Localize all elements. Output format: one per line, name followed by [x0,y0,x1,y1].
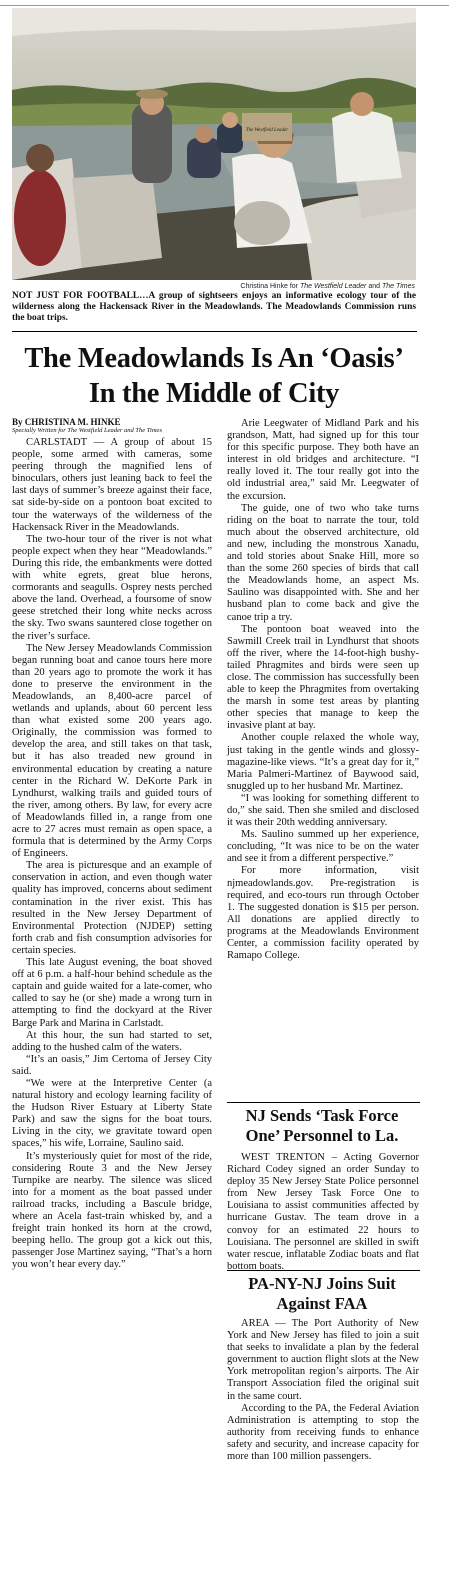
paragraph: “We were at the Interpretive Center (a natural history and ecology learning facility of the Hudson River Estuary at Liberty State Park) and saw the signs for the boat tours. Living in the city, we gravitate toward open spaces,” his wife, Lorraine, Saulino said. [12,1077,212,1150]
story-divider [227,1270,420,1271]
story2-body [227,1152,419,1273]
byline: By CHRISTINA M. HINKE [12,417,121,427]
paragraph: For more information, visit njmeadowlands.gov. Pre-registration is required, and eco-tours run through October 1. The suggested donation is $15 per person. All donations are applied directly to programs at the Meadowlands Environment Center, a commission facility operated by Ramapo College. [227,865,419,962]
paragraph: The guide, one of two who take turns riding on the boat to narrate the tour, told much about the observed architecture, old and new, including the monstrous Xanadu, and told stories about Snake Hill, more so than the some 260 species of birds that call the Meadowlands home, an aspect Ms. Saulino was disappointed with. She and her husband plan to come back and give the canoe trip a try. [227,502,419,623]
paragraph: Ms. Saulino summed up her experience, concluding, “It was nice to be on the water and see it from a different perspective.” [227,829,419,865]
paragraph: The pontoon boat weaved into the Sawmill Creek trail in Lyndhurst that shoots off the river, where the 14-foot-high bushy-tailed Phragmites and birds were seen up close. The commission has successfully been able to keep the Phragmites from overtaking the marsh in some test areas by planting other species that manage to keep the invasive plant at bay. [227,623,419,732]
boat-scene-illustration [12,8,416,280]
story3-body [227,1318,419,1463]
paragraph: The area is picturesque and an example of conservation in action, and even though water quality has improved, concerns about sediment contamination in the river exist. This has resulted in the New Jersey Department of Environmental Protection (NJDEP) setting forth crab and fish consumption advisories for certain species. [12,860,212,956]
paragraph: At this hour, the sun had started to set, adding to the hushed calm of the waters. [12,1029,212,1053]
paragraph: Arie Leegwater of Midland Park and his grandson, Matt, had signed up for this tour for this specific purpose. They both have an interest in old bridges and architecture. “I really loved it. The tour really got into the old industrial area,” said Mr. Leegwater of the excursion. [227,418,419,502]
article-column-1 [12,417,212,1271]
paragraph: “It’s an oasis,” Jim Certoma of Jersey City said. [12,1053,212,1077]
paragraph: Another couple relaxed the whole way, just taking in the gentle winds and glossy-magazine-like views. “It’s a great day for it,” Maria Palmeri-Martinez of Baywood said, snuggled up to her husband Mr. Martinez. [227,732,419,792]
paragraph: WEST TRENTON – Acting Governor Richard Codey signed an order Sunday to deploy 35 New Jersey State Police personnel from New Jersey Task Force One to Louisiana to assist communities affected by hurricane Gustav. The team drove in a convoy for an estimated 22 hours to Louisiana. The personnel are skilled in swift water rescue, inflatable Zodiac boats and flat bottom boats. [227,1152,419,1272]
paragraph: The New Jersey Meadowlands Commission began running boat and canoe tours here more than 20 years ago to promote the work it has done to preserve the environment in the Meadowlands, an 8,400-acre parcel of wetlands and uplands, about 60 percent less than what existed some 200 years ago. Originally, the commission was formed to develop the area, and still takes on that task, but it has also treaded new ground in environmental education by creating a nature center in the Richard W. DeKorte Park in Lyndhurst, walking trails and guided tours of the river, among others. By law, for every acre of Meadowlands filled in, a range from one acre to 27 acres must remain as open space, a formula that is determined by the Army Corps of Engineers. [12,642,212,860]
paragraph: This late August evening, the boat shoved off at 6 p.m. a half-hour behind schedule as the captain and guide waited for a late-comer, who called to say he (or she) made a wrong turn in attempting to find the dockyard at the River Barge Park and Marina in Carlstadt. [12,957,212,1029]
story2-headline: NJ Sends ‘Task Force One’ Personnel to La. [245,1106,399,1145]
story3-headline: PA-NY-NJ Joins Suit Against FAA [248,1274,396,1313]
photo-credit: Christina Hinke for The Westfield Leader and The Times [240,283,415,290]
paragraph: “I was looking for something different to do,” she said. Then she smiled and disclosed it was their 20th wedding anniversary. [227,792,419,829]
paragraph: CARLSTADT — A group of about 15 people, some armed with cameras, some peering through the magnified lens of binoculars, others just leaning back to feel the last days of summer’s breeze against their face, sat side-by-side on a pontoon boat excited to tour the waterways of the wilderness of the Hackensack River in the Meadowlands. [12,437,212,533]
page-top-rule [0,0,449,6]
paragraph: According to the PA, the Federal Aviation Administration is attempting to stop the authority from receiving funds to enhance safety and security, and increase capacity for more than 100 million passengers. [227,1402,419,1463]
photo-caption: NOT JUST FOR FOOTBALL…A group of sightseers enjoys an informative ecology tour of the wilderness along the Hackensack River in the Meadowlands. The Meadowlands Commission runs the boat trips. [12,291,416,323]
caption-divider [12,331,417,332]
boat-tour-photo [12,8,416,280]
paragraph: It’s mysteriously quiet for most of the ride, considering Route 3 and the New Jersey Turnpike are nearby. The silence was sliced into for a moment as the boat passed under railroad tracks, including a Bascule bridge, where an Acela fast-train whisked by, and a freight train honked its horn at the crowd, beeping hello. The group got a kick out this, passenger Jose Martinez saying, “That’s a horn you won’t hear every day.” [12,1150,212,1271]
article-column-2 [227,418,419,962]
boat-sign-text: The Westfield Leader [245,128,289,133]
main-headline: The Meadowlands Is An ‘Oasis’ In the Middle of City [24,343,404,409]
byline-subtitle: Specially Written for The Westfield Leader and The Times [12,427,162,434]
paragraph: The two-hour tour of the river is not what people expect when they hear “Meadowlands.” During this ride, the embankments were dotted with white egrets, great blue herons, cormorants and seagulls. Osprey nests perched above the land. Overhead, a foursome of snow geese stretched their long white necks across the sky. Two swans sauntered close together on the river’s surface. [12,533,212,642]
paragraph: AREA — The Port Authority of New York and New Jersey has filed to join a suit that seeks to invalidate a plan by the federal government to auction flight slots at the New York metropolitan region’s airports. The Air Transport Association filed the original suit in the same court. [227,1318,419,1402]
story-divider [227,1102,420,1103]
